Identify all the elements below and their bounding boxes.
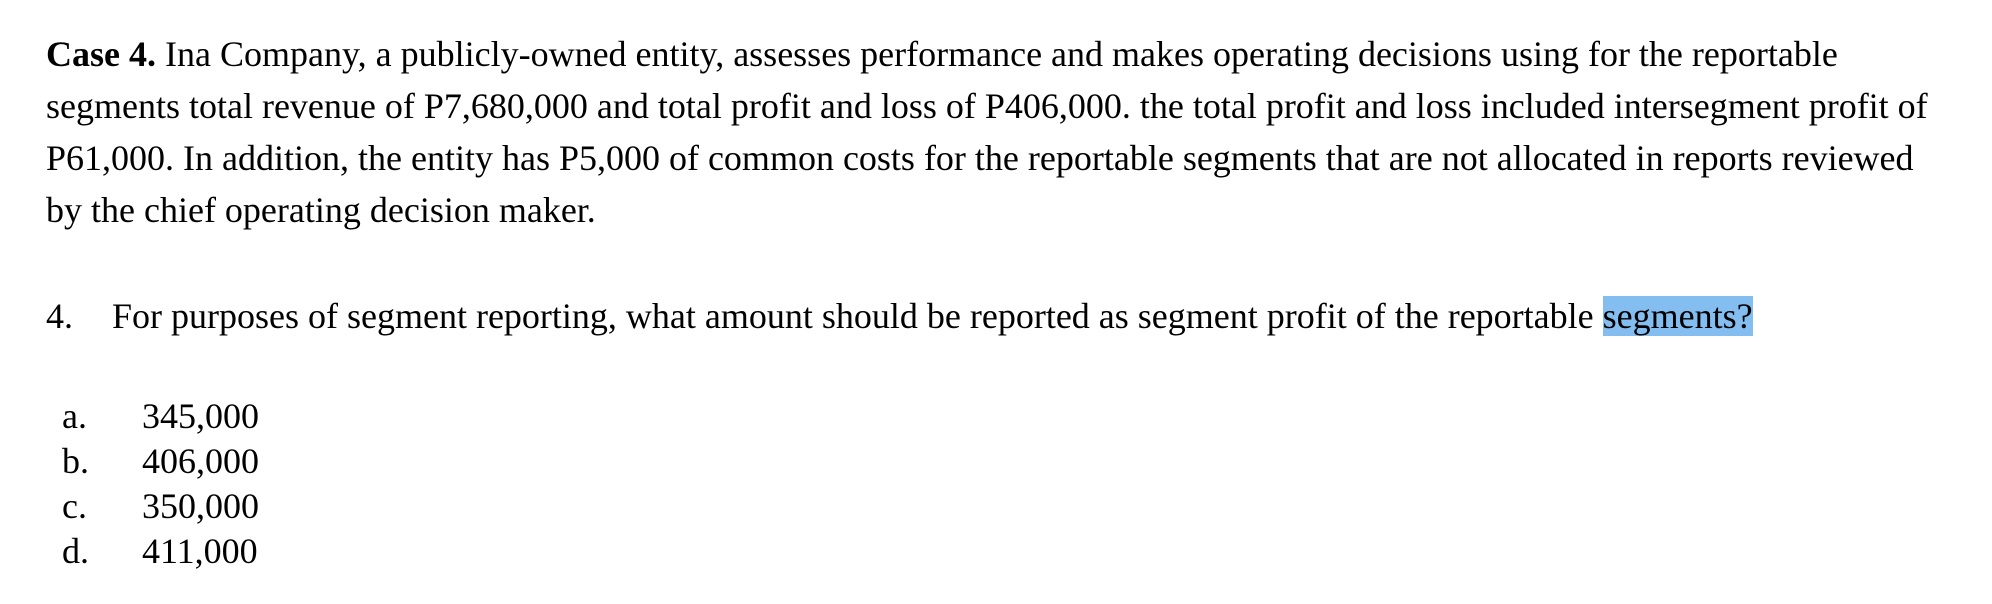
choice-value: 345,000 xyxy=(142,396,259,436)
document-body xyxy=(46,28,1976,571)
choice-letter: a. xyxy=(62,396,87,436)
case-text: Ina Company, a publicly-owned entity, assesses performance and makes operating decisions using for the reportable segments total revenue of P7,680,000 and total profit and loss of P406,000. the total profit and loss included intersegment profit of P61,000. In addition, the entity has P5,000 of common costs for the reportable segments that are not allocated in reports reviewed by the chief operating decision maker. xyxy=(46,34,1928,230)
choice-letter: c. xyxy=(62,486,87,526)
choice-d[interactable] xyxy=(62,529,259,574)
question-text: For purposes of segment reporting, what amount should be reported as segment profit of the reportable xyxy=(112,296,1603,336)
answer-choices xyxy=(62,394,259,574)
question-4[interactable] xyxy=(46,290,1753,342)
choice-value: 350,000 xyxy=(142,486,259,526)
case-paragraph[interactable] xyxy=(46,28,1946,236)
choice-b[interactable] xyxy=(62,439,259,484)
question-number: 4. xyxy=(46,296,73,336)
selected-text-highlight[interactable]: segments? xyxy=(1602,296,1753,336)
choice-letter: d. xyxy=(62,531,89,571)
choice-letter: b. xyxy=(62,441,89,481)
choice-value: 411,000 xyxy=(142,531,258,571)
choice-c[interactable] xyxy=(62,484,259,529)
choice-a[interactable] xyxy=(62,394,259,439)
case-label: Case 4. xyxy=(46,34,156,74)
choice-value: 406,000 xyxy=(142,441,259,481)
